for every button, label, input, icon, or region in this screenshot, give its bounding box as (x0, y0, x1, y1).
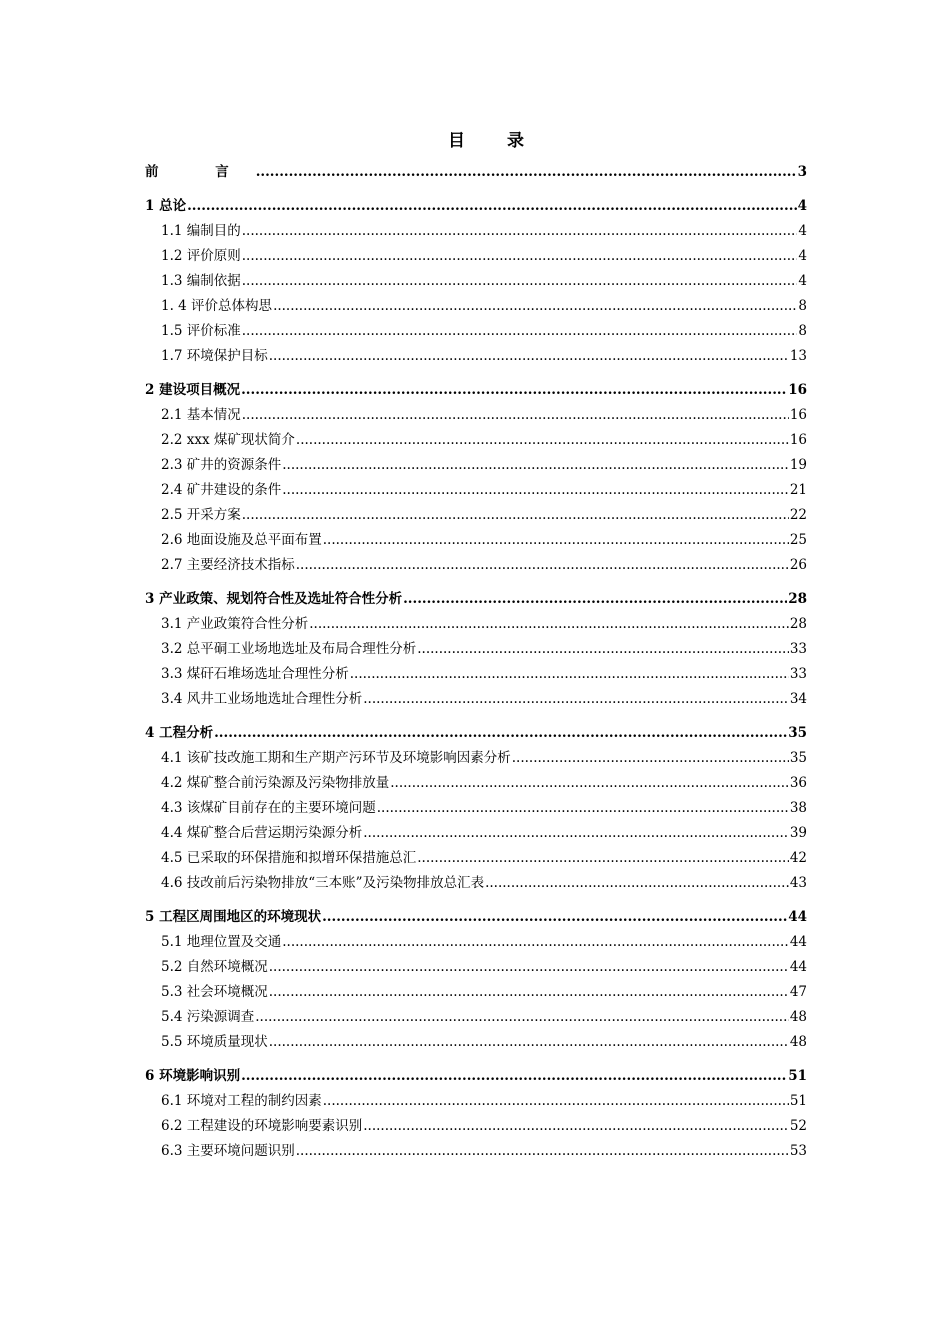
toc-section-entry[interactable] (145, 871, 807, 896)
toc-page-number: 16 (789, 432, 807, 448)
toc-entry-label: 4.6 技改前后污染物排放“三本账”及污染物排放总汇表 (161, 875, 485, 891)
toc-dot-leader (363, 687, 789, 712)
toc-dot-leader (269, 955, 789, 980)
toc-section-entry[interactable] (145, 403, 807, 428)
toc-chapter-entry[interactable] (145, 1064, 807, 1089)
toc-page-number: 38 (789, 800, 807, 816)
toc-section-entry[interactable] (145, 746, 807, 771)
toc-entry-label: 4.2 煤矿整合前污染源及污染物排放量 (161, 775, 390, 791)
toc-entry-label: 4.5 已采取的环保措施和拟增环保措施总汇 (161, 850, 417, 866)
toc-page-number: 34 (789, 691, 807, 707)
toc-section-entry[interactable] (145, 244, 807, 269)
toc-dot-leader (242, 244, 798, 269)
toc-page-number: 8 (798, 323, 807, 339)
toc-dot-leader (282, 478, 789, 503)
toc-dot-leader (390, 771, 789, 796)
toc-entry-label: 1 总论 (145, 198, 187, 214)
toc-entry-label: 2.4 矿井建设的条件 (161, 482, 282, 498)
toc-page-number: 39 (789, 825, 807, 841)
toc-chapter-entry[interactable] (145, 378, 807, 403)
toc-page-number: 4 (798, 223, 807, 239)
toc-entry-label: 3.3 煤矸石堆场选址合理性分析 (161, 666, 349, 682)
toc-dot-leader (417, 637, 789, 662)
toc-page-number: 44 (788, 909, 807, 925)
toc-entry-label: 2.6 地面设施及总平面布置 (161, 532, 322, 548)
toc-chapter-entry[interactable] (145, 721, 807, 746)
toc-entry-label: 1.2 评价原则 (161, 248, 241, 264)
toc-dot-leader (363, 821, 789, 846)
toc-section-entry[interactable] (145, 955, 807, 980)
toc-section-entry[interactable] (145, 1030, 807, 1055)
toc-page-number: 4 (797, 198, 807, 214)
toc-dot-leader (242, 219, 798, 244)
toc-entry-label: 1.5 评价标准 (161, 323, 241, 339)
toc-dot-leader (187, 194, 797, 219)
toc-entry-label: 5.5 环境质量现状 (161, 1034, 268, 1050)
toc-section-entry[interactable] (145, 503, 807, 528)
toc-section-entry[interactable] (145, 637, 807, 662)
toc-entry-label: 6 环境影响识别 (145, 1068, 241, 1084)
toc-entry-label: 4.3 该煤矿目前存在的主要环境问题 (161, 800, 376, 816)
toc-entry-label: 1. 4 评价总体构思 (161, 298, 273, 314)
toc-entry-label: 3.2 总平硐工业场地选址及布局合理性分析 (161, 641, 417, 657)
toc-entry-label: 5.4 污染源调查 (161, 1009, 255, 1025)
toc-dot-leader (350, 662, 789, 687)
toc-section-entry[interactable] (145, 930, 807, 955)
toc-dot-leader (309, 612, 789, 637)
toc-entry-label: 2 建设项目概况 (145, 382, 241, 398)
toc-section-entry[interactable] (145, 1005, 807, 1030)
toc-section-entry[interactable] (145, 294, 807, 319)
toc-entry-label: 2.7 主要经济技术指标 (161, 557, 295, 573)
toc-dot-leader (255, 1005, 789, 1030)
toc-page-number: 28 (789, 616, 807, 632)
toc-page-number: 4 (798, 248, 807, 264)
toc-page-number: 8 (798, 298, 807, 314)
toc-chapter-entry[interactable] (145, 194, 807, 219)
toc-entry-label: 前 言 (145, 164, 255, 180)
toc-entry-label: 5.2 自然环境概况 (161, 959, 268, 975)
toc-section-entry[interactable] (145, 796, 807, 821)
toc-section-entry[interactable] (145, 1089, 807, 1114)
toc-page-number: 21 (789, 482, 807, 498)
toc-section-entry[interactable] (145, 1139, 807, 1164)
toc-dot-leader (282, 930, 789, 955)
toc-section-entry[interactable] (145, 319, 807, 344)
toc-page-number: 13 (789, 348, 807, 364)
toc-entry-label: 4.4 煤矿整合后营运期污染源分析 (161, 825, 363, 841)
toc-dot-leader (322, 905, 787, 930)
toc-dot-leader (242, 503, 789, 528)
toc-page-number: 25 (789, 532, 807, 548)
toc-dot-leader (363, 1114, 789, 1139)
toc-entry-label: 2.3 矿井的资源条件 (161, 457, 282, 473)
toc-page-number: 51 (789, 1093, 807, 1109)
toc-dot-leader (273, 294, 797, 319)
toc-dot-leader (242, 269, 798, 294)
toc-dot-leader (256, 160, 797, 185)
toc-entry-label: 6.2 工程建设的环境影响要素识别 (161, 1118, 363, 1134)
toc-section-entry[interactable] (145, 612, 807, 637)
toc-entry-label: 6.1 环境对工程的制约因素 (161, 1093, 322, 1109)
toc-entry-label: 5 工程区周围地区的环境现状 (145, 909, 322, 925)
toc-section-entry[interactable] (145, 453, 807, 478)
toc-dot-leader (323, 1089, 789, 1114)
toc-section-entry[interactable] (145, 478, 807, 503)
toc-dot-leader (269, 344, 789, 369)
toc-page-number: 28 (788, 591, 807, 607)
toc-page-number: 43 (789, 875, 807, 891)
toc-dot-leader (296, 428, 789, 453)
toc-dot-leader (214, 721, 787, 746)
toc-page-number: 3 (797, 164, 807, 180)
toc-page-number: 16 (789, 407, 807, 423)
toc-chapter-entry[interactable] (145, 160, 807, 185)
toc-page-number: 42 (789, 850, 807, 866)
toc-section-entry[interactable] (145, 980, 807, 1005)
toc-entry-label: 3.1 产业政策符合性分析 (161, 616, 309, 632)
toc-page-number: 33 (789, 666, 807, 682)
toc-page-number: 26 (789, 557, 807, 573)
toc-entry-label: 5.3 社会环境概况 (161, 984, 268, 1000)
toc-dot-leader (512, 746, 789, 771)
toc-entry-label: 6.3 主要环境问题识别 (161, 1143, 295, 1159)
toc-entry-label: 1.3 编制依据 (161, 273, 241, 289)
toc-chapter-entry[interactable] (145, 587, 807, 612)
toc-dot-leader (323, 528, 789, 553)
toc-entry-label: 1.7 环境保护目标 (161, 348, 268, 364)
toc-dot-leader (242, 319, 798, 344)
toc-section-entry[interactable] (145, 821, 807, 846)
toc-dot-leader (296, 1139, 789, 1164)
toc-section-entry[interactable] (145, 269, 807, 294)
toc-section-entry[interactable] (145, 553, 807, 578)
toc-page-number: 19 (789, 457, 807, 473)
toc-dot-leader (485, 871, 789, 896)
toc-dot-leader (417, 846, 789, 871)
toc-dot-leader (296, 553, 789, 578)
toc-page-number: 35 (789, 750, 807, 766)
toc-dot-leader (269, 1030, 789, 1055)
toc-page-number: 22 (789, 507, 807, 523)
toc-page-number: 35 (788, 725, 807, 741)
toc-page-number: 16 (788, 382, 807, 398)
toc-page-number: 48 (789, 1034, 807, 1050)
toc-dot-leader (282, 453, 789, 478)
toc-page-number: 47 (789, 984, 807, 1000)
toc-dot-leader (269, 980, 789, 1005)
toc-section-entry[interactable] (145, 662, 807, 687)
toc-entry-label: 2.5 开采方案 (161, 507, 241, 523)
toc-page-number: 44 (789, 934, 807, 950)
toc-chapter-entry[interactable] (145, 905, 807, 930)
toc-entry-label: 1.1 编制目的 (161, 223, 241, 239)
toc-section-entry[interactable] (145, 428, 807, 453)
toc-dot-leader (241, 1064, 787, 1089)
toc-dot-leader (242, 403, 789, 428)
toc-page-number: 53 (789, 1143, 807, 1159)
toc-entry-label: 2.2 xxx 煤矿现状简介 (161, 432, 295, 448)
toc-page-number: 48 (789, 1009, 807, 1025)
toc-section-entry[interactable] (145, 846, 807, 871)
toc-section-entry[interactable] (145, 687, 807, 712)
toc-entry-label: 4 工程分析 (145, 725, 214, 741)
toc-entry-label: 3 产业政策、规划符合性及选址符合性分析 (145, 591, 403, 607)
toc-page-number: 4 (798, 273, 807, 289)
toc-page-number: 52 (789, 1118, 807, 1134)
toc-page-number: 36 (789, 775, 807, 791)
toc-entry-label: 4.1 该矿技改施工期和生产期产污环节及环境影响因素分析 (161, 750, 511, 766)
toc-page-number: 33 (789, 641, 807, 657)
toc-entry-label: 2.1 基本情况 (161, 407, 241, 423)
toc-entry-label: 5.1 地理位置及交通 (161, 934, 282, 950)
toc-dot-leader (377, 796, 789, 821)
toc-section-entry[interactable] (145, 344, 807, 369)
toc-page-number: 44 (789, 959, 807, 975)
toc-section-entry[interactable] (145, 528, 807, 553)
toc-dot-leader (403, 587, 787, 612)
toc-dot-leader (241, 378, 787, 403)
toc-section-entry[interactable] (145, 219, 807, 244)
table-of-contents (145, 160, 807, 1164)
toc-page-number: 51 (788, 1068, 807, 1084)
toc-section-entry[interactable] (145, 1114, 807, 1139)
toc-section-entry[interactable] (145, 771, 807, 796)
toc-entry-label: 3.4 风井工业场地选址合理性分析 (161, 691, 363, 707)
toc-title: 目 录 (448, 131, 542, 151)
